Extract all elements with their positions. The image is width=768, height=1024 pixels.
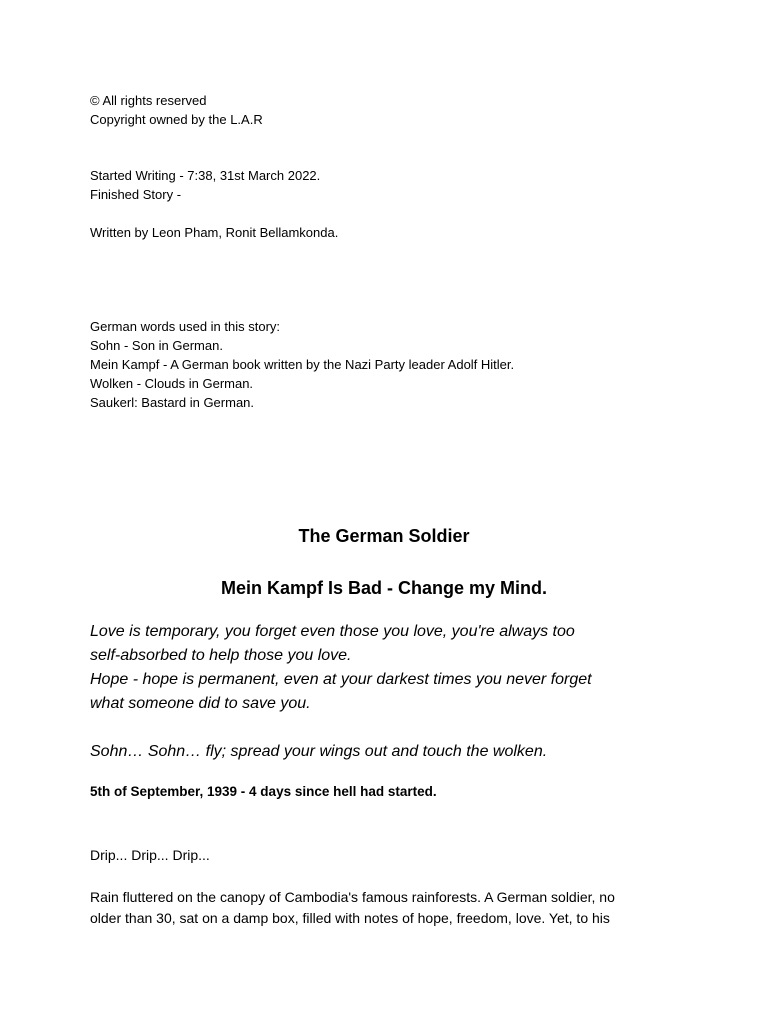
epigraph-line: Sohn… Sohn… fly; spread your wings out and touch the wolken. (90, 743, 548, 760)
story-subtitle: Mein Kampf Is Bad - Change my Mind. (220, 578, 548, 598)
glossary-heading: German words used in this story: (90, 319, 281, 334)
paragraph-line: older than 30, sat on a damp box, filled with notes of hope, freedom, love. Yet, to his (90, 910, 610, 926)
paragraph-line: Rain fluttered on the canopy of Cambodia's famous rainforests. A German soldier, no (90, 889, 615, 905)
authors (90, 223, 680, 242)
owner-line: Copyright owned by the L.A.R (90, 112, 263, 127)
glossary-item: Saukerl: Bastard in German. (90, 395, 255, 410)
epigraph-line: Hope - hope is permanent, even at your darkest times you never forget (90, 671, 592, 688)
drip-line: Drip... Drip... Drip... (90, 847, 210, 863)
authors-line: Written by Leon Pham, Ronit Bellamkonda. (90, 225, 339, 240)
epigraph-line: Love is temporary, you forget even those you love, you're always too (90, 623, 575, 640)
chapter-date (90, 783, 680, 801)
epigraph-line: what someone did to save you. (90, 695, 311, 712)
date-heading: 5th of September, 1939 - 4 days since hell had started. (90, 784, 437, 799)
glossary (90, 317, 680, 412)
glossary-item: Wolken - Clouds in German. (90, 376, 254, 391)
glossary-item: Sohn - Son in German. (90, 338, 223, 353)
copyright-notice (90, 91, 680, 129)
chapter-body (90, 845, 690, 929)
glossary-item: Mein Kampf - A German book written by the Nazi Party leader Adolf Hitler. (90, 357, 515, 372)
writing-dates (90, 166, 680, 204)
story-title: The German Soldier (298, 526, 470, 546)
epigraph (90, 620, 690, 764)
started-line: Started Writing - 7:38, 31st March 2022. (90, 168, 321, 183)
rights-line: © All rights reserved (90, 93, 207, 108)
finished-line: Finished Story - (90, 187, 182, 202)
epigraph-line: self-absorbed to help those you love. (90, 647, 352, 664)
